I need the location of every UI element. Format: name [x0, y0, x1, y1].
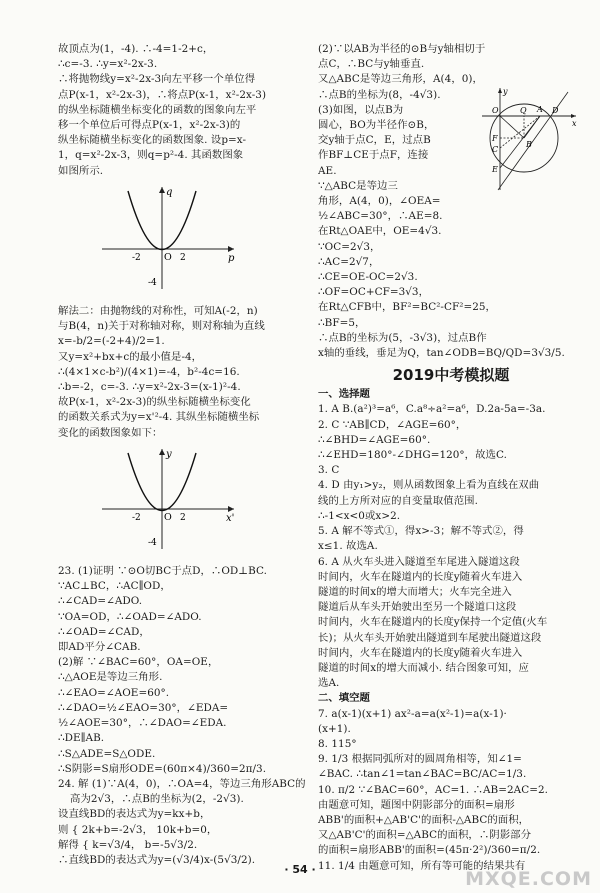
tick-neg4: -4 [148, 537, 157, 548]
text-line: ½∠AOE=30°，∴∠DAO=∠EDA. [58, 717, 227, 730]
text-line: 又△AB'C'的面积=△ABC的面积，∴阴影部分 [318, 829, 532, 842]
text-line: 与B(4，n)关于对称轴对称，则对称轴为直线 [58, 320, 265, 333]
text-line: 6. A 从火车头进入隧道至车尾进入隧道这段 [318, 555, 520, 568]
left-column [58, 42, 306, 868]
text-line: 解得 { k=√3/4， b=-5√3/2. [58, 838, 198, 851]
text-line: ∴BF=5， [318, 316, 366, 329]
axis-label-q: q [166, 186, 173, 198]
text-line: x=-b/2=(-2+4)/2=1. [58, 335, 165, 348]
fig-label-D: D [552, 106, 559, 115]
text-line: 移一个单位后可得点P(x-1，x²-2x-3)的 [58, 119, 241, 132]
text-line: 在Rt△CFB中，BF²=BC²-CF²=25， [318, 301, 496, 314]
text-line: 点C，∴BC与y轴垂直. [318, 58, 425, 71]
watermark-logo: MXQE.COM [465, 867, 592, 890]
text-line: 9. 1/3 根据同弧所对的圆周角相等，知∠1= [318, 753, 522, 766]
text-line: 时间内，火车在隧道内的长度y保持一个定值(火车 [318, 616, 548, 629]
text-line: 由题意可知，题图中阴影部分的面积=扇形 [318, 798, 515, 811]
fig-label-A: A [537, 105, 543, 114]
text-line: ∴直线BD的表达式为y=(√3/4)x-(5√3/2). [58, 853, 256, 866]
text-line: 4. D 由y₁>y₂，则从函数图象上看为直线在双曲 [318, 479, 540, 492]
text-line: ∴点B的坐标为(5，-3√3)，过点B作 [318, 331, 487, 344]
tick-2: 2 [180, 512, 186, 523]
text-line: ∴∠EHD=180°-∠DHG=120°，故选C. [318, 449, 507, 462]
text-line: (3)如图，以点B为 [318, 103, 404, 116]
text-line: ∴-1<x<0或x>2. [318, 509, 401, 522]
text-line: (x+1). [318, 722, 351, 735]
text-line: 的函数关系式为y=x'²-4. 其纵坐标随横坐标 [58, 411, 260, 424]
text-line: ∴b=-2，c=-3. ∴y=x²-2x-3=(x-1)²-4. [58, 381, 241, 394]
page-number: · 54 · [284, 863, 316, 876]
tick-neg2: -2 [132, 512, 141, 523]
fig-label-B: B [526, 140, 532, 149]
text-line: ∴∠EAO=∠AOE=60°. [58, 686, 170, 699]
text-line: 线的上方所对应的自变量取值范围. [318, 494, 478, 507]
text-line: 2. C ∵AB∥CD，∠AGE=60°， [318, 418, 467, 431]
text-line: 交y轴于点C，E，过点B [318, 134, 431, 147]
right-block-3 [318, 707, 584, 874]
text-line: 纵坐标随横坐标变化的函数图象. 设p=x- [58, 134, 247, 147]
text-line: 选A. [318, 677, 340, 690]
section-title: 2019中考模拟题 [392, 366, 510, 385]
text-line: ∴将抛物线y=x²-2x-3向左平移一个单位得 [58, 73, 256, 86]
fig-label-Q: Q [520, 106, 527, 115]
parabola-graph-q-p [92, 183, 242, 293]
tick-neg4: -4 [148, 277, 157, 288]
text-line: ∴点B的坐标为(8，-4√3). [318, 88, 441, 101]
text-line: 隧道的时间x的增大而增大；火车完全进入 [318, 585, 512, 598]
text-line: 的面积=扇形ABB'的面积=(45π·2²)/360=π/2. [318, 844, 541, 857]
text-line: 3. C [318, 464, 340, 477]
left-block-2 [58, 304, 306, 441]
text-line: 角形，A(4，0)，∠OEA= [318, 195, 441, 208]
text-line: ∴S△ADE=S△ODE. [58, 747, 156, 760]
origin-label: O [164, 511, 172, 523]
text-line: 隧道后从车头开始驶出至另一个隧道口这段 [318, 601, 517, 614]
text-line: ∵OC=2√3， [318, 240, 381, 253]
text-line: 则 { 2k+b=-2√3， 10k+b=0， [58, 823, 218, 836]
text-line: 又△ABC是等边三角形，A(4，0)， [318, 73, 483, 86]
text-line: ∵AC⊥BC，∴AC∥OD， [58, 580, 171, 593]
text-line: x轴的垂线，垂足为Q，tan∠ODB=BQ/QD=3√3/5. [318, 347, 565, 360]
text-line: AE. [318, 164, 337, 177]
text-line: ∴∠OAD=∠CAD， [58, 625, 150, 638]
text-line: 故顶点为(1，-4). ∴-4=1-2+c， [58, 43, 214, 55]
text-line: 1. A B.(a²)³=a⁶，C.a⁸÷a²=a⁶，D.2a-5a=-3a. [318, 403, 546, 416]
text-line: 24. 解 (1)∵A(4，0)，∴OA=4，等边三角形ABC的 [58, 777, 306, 790]
text-line: x≤1. 故选A. [318, 540, 378, 553]
fig-label-O: O [492, 106, 499, 115]
text-line: ∵OA=OD，∴∠OAD=∠ADO. [58, 610, 202, 623]
fig-label-x: x [572, 119, 577, 128]
text-line: 高为2√3，∴点B的坐标为(2，-2√3). [70, 793, 244, 806]
axis-label-y: y [166, 448, 172, 460]
fig-label-y: y [503, 87, 508, 96]
text-line: 23. (1)证明 ∵⊙O切BC于点D，∴OD⊥BC. [58, 565, 267, 578]
text-line: 8. 115° [318, 737, 357, 750]
text-line: 作BF⊥CE于点F，连接 [318, 149, 429, 162]
text-line: ∴△AOE是等边三角形. [58, 671, 163, 684]
parabola-graph-y-x [92, 445, 242, 553]
text-line: ∵△ABC是等边三 [318, 179, 398, 192]
text-line: 时间内，火车在隧道内的长度y随着火车进入 [318, 570, 523, 583]
text-line: ∴OF=OC+CF=3√3， [318, 286, 430, 299]
text-line: ∴∠DAO=½∠EAO=30°，∠EDA= [58, 701, 229, 714]
text-line: 在Rt△OAE中，OE=4√3. [318, 225, 442, 238]
text-line: 的纵坐标随横坐标变化的函数的图象向左平 [58, 103, 257, 116]
text-line: 1，q=x²-2x-3，则q=p²-4. 其函数图象 [58, 149, 244, 162]
tick-neg2: -2 [132, 252, 141, 263]
fig-label-F: F [492, 134, 498, 143]
text-line: (2)∵以AB为半径的⊙B与y轴相切于 [318, 43, 486, 55]
text-line: ∴CE=OE-OC=2√3. [318, 271, 418, 284]
text-line: 即AD平分∠CAB. [58, 641, 141, 654]
origin-label: O [164, 251, 172, 263]
choice-section-title: 一、选择题 [318, 388, 370, 401]
tick-2: 2 [180, 252, 186, 263]
circle-geometry-figure [480, 86, 580, 194]
text-line: ½∠ABC=30°，∴AE=8. [318, 210, 443, 223]
text-line: ∴(4×1×c-b²)/(4×1)=-4，b²-4c=16. [58, 365, 240, 378]
text-line: 变化的函数图象如下： [58, 426, 163, 439]
fill-section-title: 二、填空题 [318, 692, 370, 705]
fig-label-E: E [492, 165, 498, 174]
text-line: 圆心，BO为半径作⊙B， [318, 119, 435, 132]
text-line: ∠BAC. ∴tan∠1=tan∠BAC=BC/AC=1/3. [318, 768, 527, 781]
left-block-3 [58, 564, 306, 868]
axis-label-p: p [228, 252, 235, 264]
left-block-1 [58, 42, 306, 179]
text-line: 时间内，火车在隧道内的长度y随着火车进入 [318, 646, 523, 659]
text-line: (2)解 ∵∠BAC=60°，OA=OE， [58, 656, 219, 669]
text-line: 5. A 解不等式①，得x>-3；解不等式②，得 [318, 525, 524, 538]
text-line: 又y=x²+bx+c的最小值是-4， [58, 350, 203, 363]
text-line: ∴DE∥AB. [58, 732, 105, 745]
text-line: ∴c=-3. ∴y=x²-2x-3. [58, 58, 158, 71]
text-line: 如图所示. [58, 164, 104, 177]
text-line: ABB'的面积+△AB'C'的面积-△ABC的面积， [318, 813, 530, 826]
text-line: ∴S阴影=S扇形ODE=(60π×4)/360=2π/3. [58, 762, 267, 775]
text-line: 隧道的时间x的增大而减小. 结合图象可知，应 [318, 661, 529, 674]
text-line: ∴∠BHD=∠AGE=60°. [318, 433, 431, 446]
text-line: 解法二：由抛物线的对称性，可知A(-2，n) [58, 305, 258, 318]
text-line: 点P(x-1，x²-2x-3)，∴将点P(x-1，x²-2x-3) [58, 88, 267, 101]
text-line: 故P(x-1，x²-2x-3)的纵坐标随横坐标变化 [58, 396, 251, 409]
right-block-2 [318, 402, 584, 691]
text-line: ∴AC=2√7， [318, 255, 380, 268]
fig-label-C: C [492, 145, 499, 154]
text-line: 10. π/2 ∵∠BAC=60°，AC=1. ∴AB=2AC=2. [318, 783, 548, 796]
text-line: 11. 1/4 由题意可知，所有等可能的结果共有 [318, 859, 526, 872]
text-line: 长)；从火车头开始驶出隧道到车尾驶出隧道这段 [318, 631, 542, 644]
text-line: 7. a(x-1)(x+1) ax²-a=a(x²-1)=a(x-1)· [318, 707, 507, 720]
text-line: ∴∠CAD=∠ADO. [58, 595, 143, 608]
text-line: 设直线BD的表达式为y=kx+b， [58, 808, 211, 821]
axis-label-x-prime: x' [226, 512, 235, 524]
